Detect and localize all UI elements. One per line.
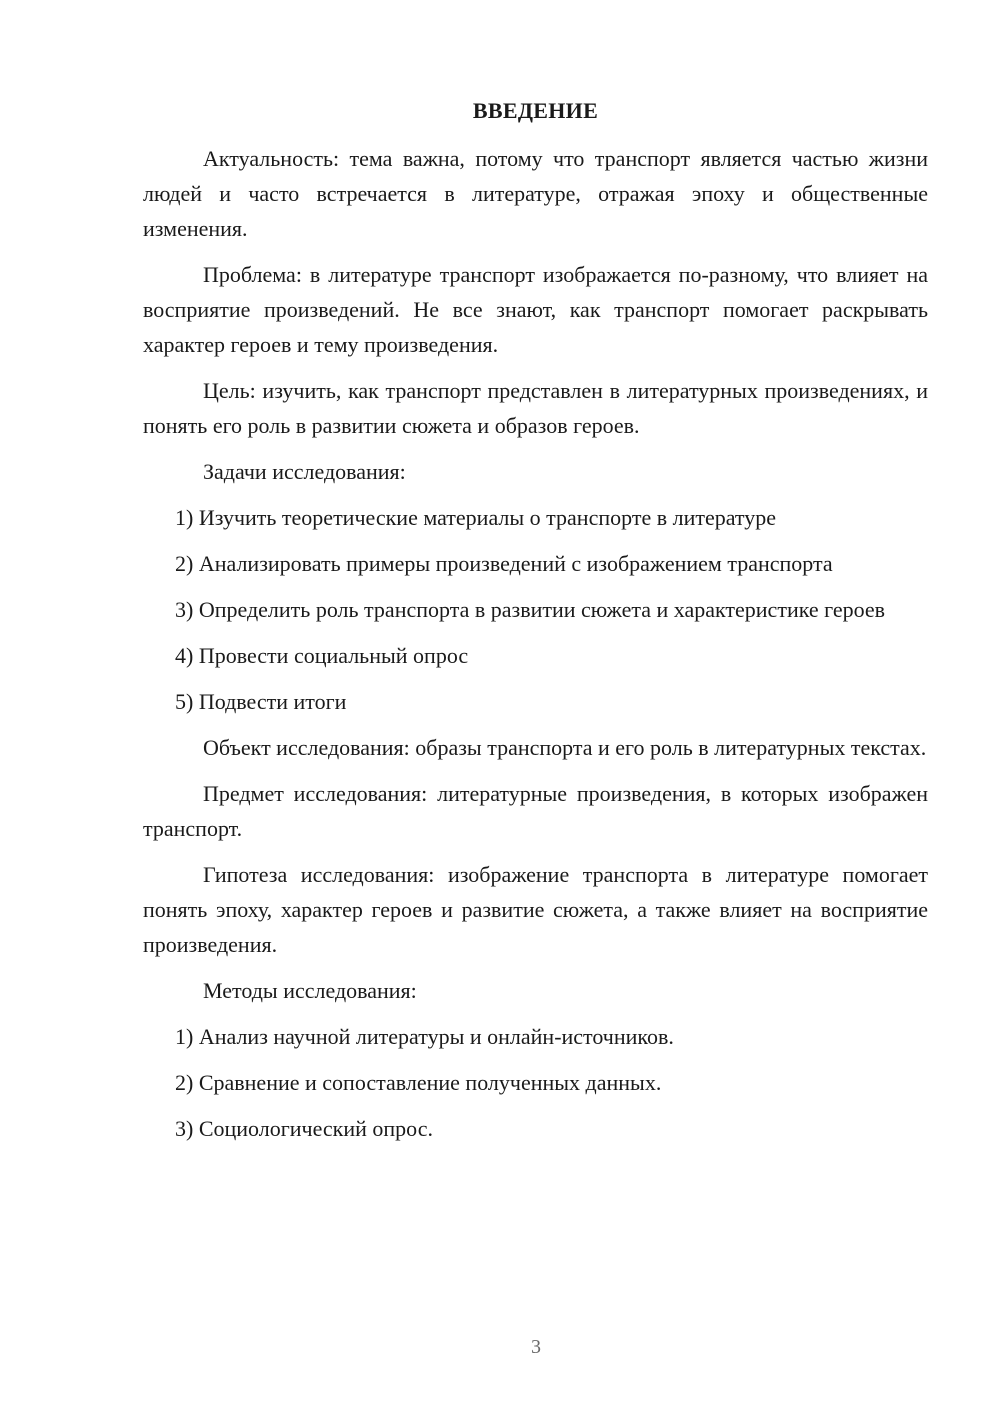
- subject-paragraph: Предмет исследования: литературные произведения, в которых изображен транспорт.: [143, 781, 928, 841]
- tasks-heading: Задачи исследования:: [203, 459, 406, 484]
- tasks-list: [143, 500, 928, 719]
- relevance-paragraph: Актуальность: тема важна, потому что транспорт является частью жизни людей и часто встречается в литературе, отражая эпоху и общественные изменения.: [143, 146, 928, 241]
- section-title: ВВЕДЕНИЕ: [472, 98, 599, 123]
- document-body: [143, 95, 928, 1157]
- methods-heading: Методы исследования:: [203, 978, 417, 1003]
- problem-paragraph: Проблема: в литературе транспорт изображается по-разному, что влияет на восприятие произведений. Не все знают, как транспорт помогает раскрывать характер героев и тему произведения.: [143, 262, 928, 357]
- page-number: 3: [531, 1336, 541, 1358]
- methods-list: [143, 1019, 928, 1146]
- task-item: 1) Изучить теоретические материалы о транспорте в литературе: [175, 505, 777, 530]
- method-item: 2) Сравнение и сопоставление полученных данных.: [175, 1070, 662, 1095]
- task-item: 2) Анализировать примеры произведений с изображением транспорта: [175, 551, 833, 576]
- object-paragraph: Объект исследования: образы транспорта и его роль в литературных текстах.: [203, 735, 927, 760]
- goal-paragraph: Цель: изучить, как транспорт представлен в литературных произведениях, и понять его роль в развитии сюжета и образов героев.: [143, 378, 928, 438]
- hypothesis-paragraph: Гипотеза исследования: изображение транспорта в литературе помогает понять эпоху, характер героев и развитие сюжета, а также влияет на восприятие произведения.: [143, 862, 928, 957]
- task-item: 5) Подвести итоги: [175, 689, 347, 714]
- method-item: 3) Социологический опрос.: [175, 1116, 433, 1141]
- task-item: 4) Провести социальный опрос: [175, 643, 469, 668]
- task-item: 3) Определить роль транспорта в развитии сюжета и характеристике героев: [175, 597, 886, 622]
- method-item: 1) Анализ научной литературы и онлайн-источников.: [175, 1024, 674, 1049]
